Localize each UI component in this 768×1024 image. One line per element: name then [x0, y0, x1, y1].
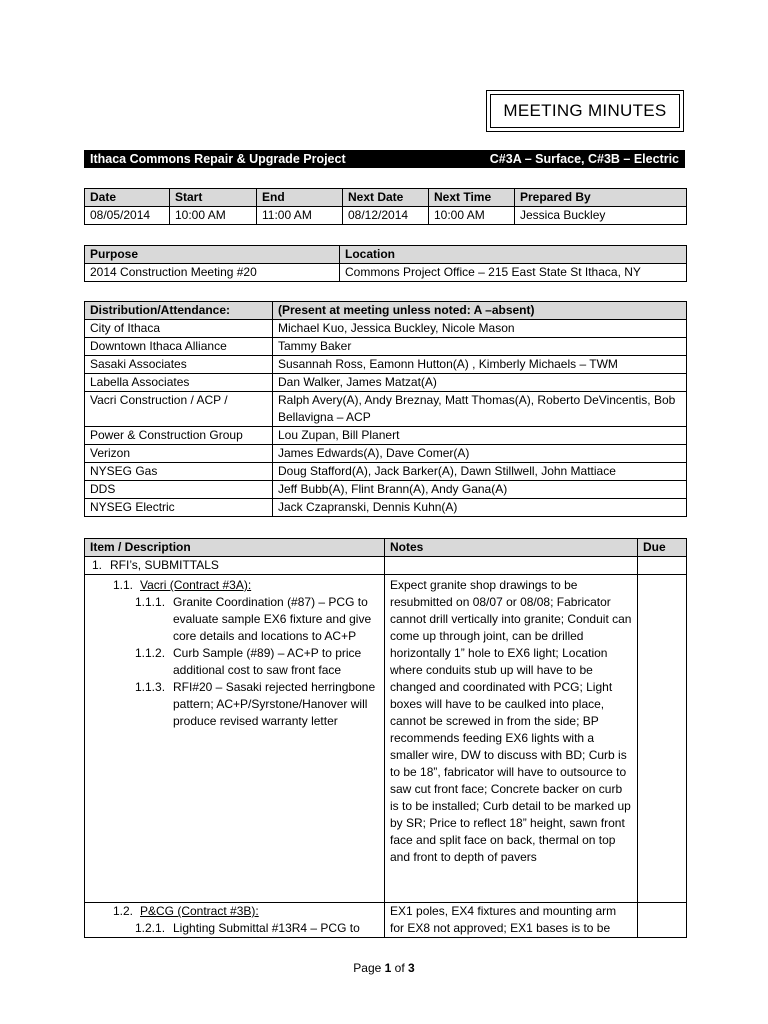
distribution-row [85, 481, 687, 499]
distribution-row [85, 320, 687, 338]
attendees: Tammy Baker [273, 338, 687, 356]
attendees: Doug Stafford(A), Jack Barker(A), Dawn Stillwell, John Mattiace [273, 463, 687, 481]
subsection-content [85, 575, 385, 903]
subsection-title: Vacri (Contract #3A): [140, 578, 252, 592]
distribution-row [85, 499, 687, 517]
distribution-header: Distribution/Attendance: [85, 302, 273, 320]
subsection-title: P&CG (Contract #3B): [140, 904, 259, 918]
item-text: RFI#20 – Sasaki rejected herringbone pattern; AC+P/Syrstone/Hanover will produce revised warranty letter [173, 680, 376, 728]
project-bar [84, 150, 685, 168]
attendance-note-header: (Present at meeting unless noted: A –absent) [273, 302, 687, 320]
distribution-header-row [85, 302, 687, 320]
schedule-value-row [85, 207, 687, 225]
purpose-value-row [85, 264, 687, 282]
schedule-header-row [85, 189, 687, 207]
header-due: Due [638, 539, 687, 557]
section-number: 1. [92, 558, 103, 572]
org-name: City of Ithaca [85, 320, 273, 338]
item-text: Lighting Submittal #13R4 – PCG to [173, 921, 360, 935]
location-value: Commons Project Office – 215 East State St Ithaca, NY [340, 264, 687, 282]
items-header-row [85, 539, 687, 557]
header-date: Date [85, 189, 170, 207]
item-number: 1.1.1. [135, 595, 166, 609]
purpose-table [84, 245, 687, 282]
section-notes [385, 557, 638, 575]
distribution-row [85, 356, 687, 374]
header-item-description: Item / Description [85, 539, 385, 557]
distribution-row [85, 392, 687, 427]
value-next-time: 10:00 AM [429, 207, 515, 225]
section-row [85, 557, 687, 575]
subsection-due [638, 903, 687, 938]
header-next-time: Next Time [429, 189, 515, 207]
org-name: DDS [85, 481, 273, 499]
distribution-row [85, 427, 687, 445]
distribution-row [85, 463, 687, 481]
org-name: Vacri Construction / ACP / [85, 392, 273, 427]
attendees: Jeff Bubb(A), Flint Brann(A), Andy Gana(A) [273, 481, 687, 499]
header-end: End [257, 189, 343, 207]
attendees: Jack Czapranski, Dennis Kuhn(A) [273, 499, 687, 517]
value-start: 10:00 AM [170, 207, 257, 225]
distribution-row [85, 374, 687, 392]
project-name: Ithaca Commons Repair & Upgrade Project [90, 152, 346, 166]
value-end: 11:00 AM [257, 207, 343, 225]
value-next-date: 08/12/2014 [343, 207, 429, 225]
attendees: Ralph Avery(A), Andy Breznay, Matt Thomas(A), Roberto DeVincentis, Bob Bellavigna – ACP [273, 392, 687, 427]
page-total: 3 [408, 961, 415, 975]
section-title: RFI’s, SUBMITTALS [110, 558, 219, 572]
subsection-heading [90, 577, 379, 594]
subsection-number: 1.1. [113, 578, 134, 592]
location-header: Location [340, 246, 687, 264]
org-name: NYSEG Gas [85, 463, 273, 481]
distribution-row [85, 445, 687, 463]
item-number: 1.2.1. [135, 921, 166, 935]
title-box [486, 90, 684, 132]
subsection-notes: EX1 poles, EX4 fixtures and mounting arm for EX8 not approved; EX1 bases is to be [385, 903, 638, 938]
purpose-value: 2014 Construction Meeting #20 [85, 264, 340, 282]
header-notes: Notes [385, 539, 638, 557]
project-contracts: C#3A – Surface, C#3B – Electric [489, 152, 679, 166]
org-name: Downtown Ithaca Alliance [85, 338, 273, 356]
subsection-content [85, 903, 385, 938]
attendees: Lou Zupan, Bill Planert [273, 427, 687, 445]
subsection-heading [90, 903, 379, 920]
header-next-date: Next Date [343, 189, 429, 207]
subsection-due [638, 575, 687, 903]
value-prepared-by: Jessica Buckley [515, 207, 687, 225]
org-name: Power & Construction Group [85, 427, 273, 445]
attendees: James Edwards(A), Dave Comer(A) [273, 445, 687, 463]
subsection-row [85, 575, 687, 903]
org-name: Labella Associates [85, 374, 273, 392]
page-number: 1 [384, 961, 392, 975]
list-item [90, 594, 379, 645]
list-item [90, 920, 379, 937]
org-name: NYSEG Electric [85, 499, 273, 517]
document-title: MEETING MINUTES [490, 94, 680, 128]
purpose-header-row [85, 246, 687, 264]
items-table [84, 538, 687, 938]
org-name: Sasaki Associates [85, 356, 273, 374]
org-name: Verizon [85, 445, 273, 463]
page-footer [0, 961, 768, 975]
of-word: of [394, 961, 405, 975]
attendees: Susannah Ross, Eamonn Hutton(A) , Kimberly Michaels – TWM [273, 356, 687, 374]
schedule-table [84, 188, 687, 225]
attendees: Dan Walker, James Matzat(A) [273, 374, 687, 392]
subsection-notes: Expect granite shop drawings to be resubmitted on 08/07 or 08/08; Fabricator cannot drill vertically into granite; Conduit can come up through joint, can be drilled horizontally 1” hole to EX6 light; Location where conduits stub up will have to be changed and coordinated with PCG; Light boxes will have to be caulked into place, cannot be screwed in from the side; BP recommends feeding EX6 lights with a smaller wire, DW to discuss with BD; Curb is to be 18”, fabricator will have to outsource to saw cut front face; Concrete backer on curb is to be installed; Curb detail to be marked up by SR; Price to reflect 18” height, sawn front face and split face on back, thermal on top and front to depth of pavers [385, 575, 638, 903]
list-item [90, 679, 379, 730]
section-heading [85, 557, 385, 575]
subsection-number: 1.2. [113, 904, 134, 918]
item-text: Curb Sample (#89) – AC+P to price additional cost to saw front face [173, 646, 362, 677]
item-number: 1.1.2. [135, 646, 166, 660]
distribution-row [85, 338, 687, 356]
value-date: 08/05/2014 [85, 207, 170, 225]
section-due [638, 557, 687, 575]
page-word: Page [353, 961, 382, 975]
item-text: Granite Coordination (#87) – PCG to evaluate sample EX6 fixture and give core details and locations to AC+P [173, 595, 372, 643]
subsection-row [85, 903, 687, 938]
attendees: Michael Kuo, Jessica Buckley, Nicole Mason [273, 320, 687, 338]
header-start: Start [170, 189, 257, 207]
distribution-table [84, 301, 687, 517]
item-number: 1.1.3. [135, 680, 166, 694]
purpose-header: Purpose [85, 246, 340, 264]
list-item [90, 645, 379, 679]
header-prepared-by: Prepared By [515, 189, 687, 207]
